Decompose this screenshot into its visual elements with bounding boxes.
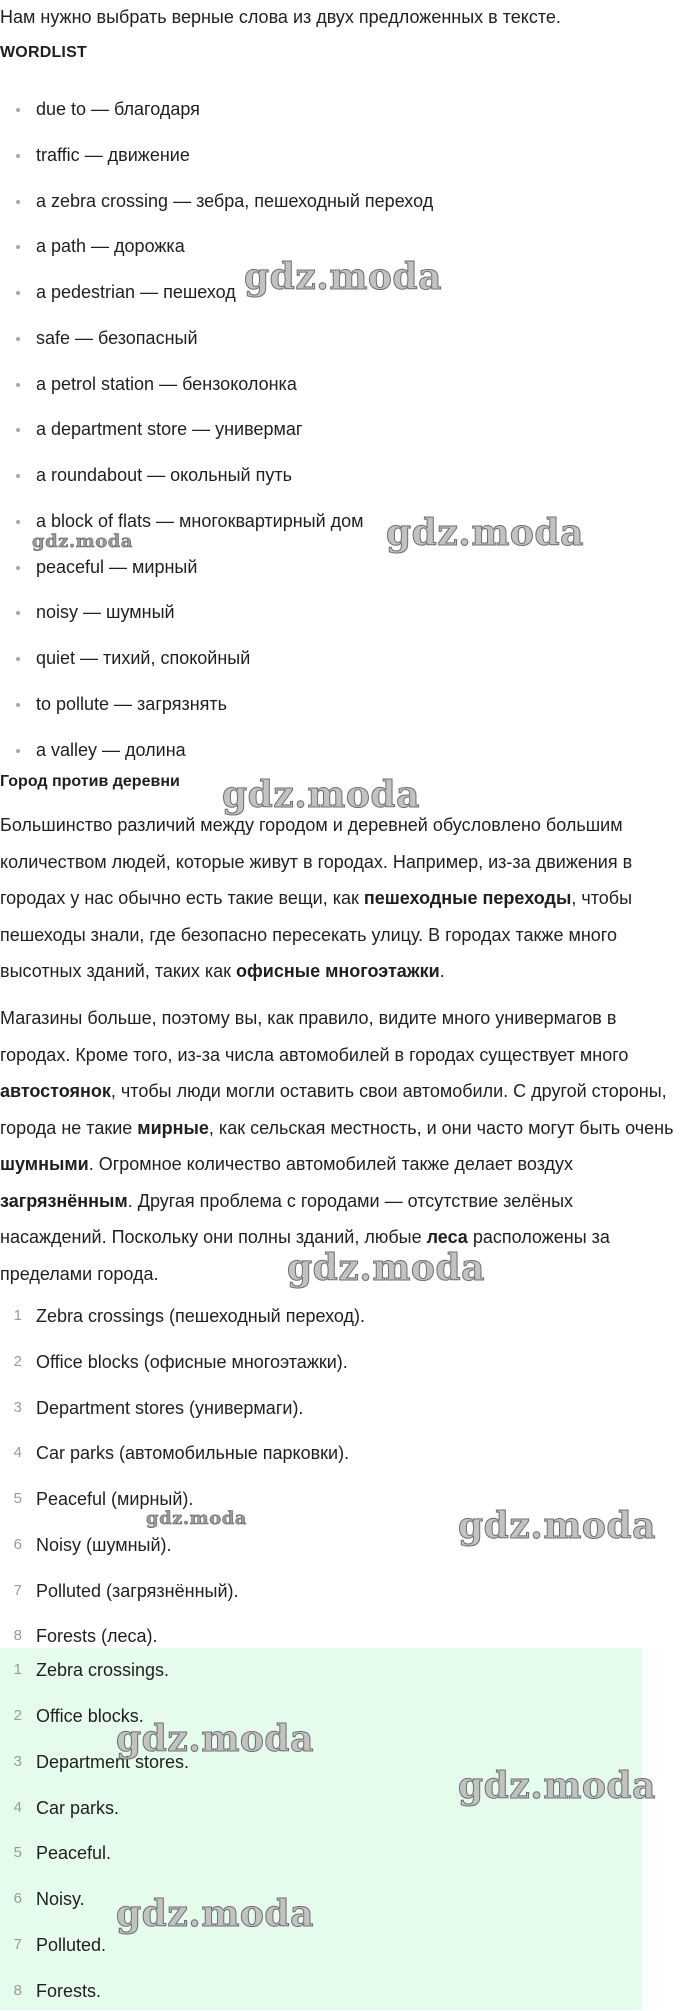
bullet-icon <box>16 520 20 524</box>
answer-number: 3 <box>13 1753 22 1770</box>
wordlist-heading: WORDLIST <box>0 44 87 61</box>
answer-number: 3 <box>13 1399 22 1416</box>
intro-text: Нам нужно выбрать верные слова из двух предложенных в тексте. <box>0 7 561 27</box>
answer-number: 1 <box>13 1661 22 1678</box>
bullet-icon <box>16 703 20 707</box>
watermark: gdz.moda <box>222 774 420 816</box>
bullet-icon <box>16 428 20 432</box>
answer-number: 5 <box>13 1844 22 1861</box>
answer-number: 1 <box>13 1307 22 1324</box>
watermark: gdz.moda <box>244 256 442 298</box>
watermark: gdz.moda <box>116 1893 314 1935</box>
bullet-icon <box>16 200 20 204</box>
bullet-icon <box>16 749 20 753</box>
paragraph-1: Большинство различий между городом и деревней обусловлено большим количеством людей, которые живут в городах. Например, из-за движения в городах у нас обычно есть такие вещи, как пешеходные переходы, чтобы пешеходы знали, где безопасно пересекать улицу. В городах также много высотных зданий, таких как офисные многоэтажки. <box>0 815 633 981</box>
bold-term: офисные многоэтажки <box>236 961 440 981</box>
page: Нам нужно выбрать верные слова из двух предложенных в тексте. WORDLIST due to — благодаря traffic — движение a zebra crossing — зебра, пешеходный переход a path — дорожка a pedestrian — пешеход safe — безопасный a petrol station — бензоколонка a department store — универмаг a roundabout — окольный путь a block of flats — многоквартирный дом peaceful — мирный noisy — шумный quiet — тихий, спокойный to pollute — загрязнять a valley — долина Город против деревни Большинство различий между городом и деревней обусловлено большим количеством людей, которые живут в городах. Например, из-за движения в городах у нас обычно есть такие вещи, как пешеходные переходы, чтобы пешеходы знали, где безопасно пересекать улицу. В городах также много высотных зданий, таких как офисные многоэтажки. Магазины больше, поэтому вы, как правило, видите много универмагов в городах. Кроме того, из-за числа автомобилей в городах существует много автостоянок, чтобы люди могли оставить свои автомобили. С другой стороны, города не такие мирные, как сельская местность, и они часто могут быть очень шумными. Огромное количество автомобилей также делает воздух загрязнённым. Другая проблема с городами — отсутствие зелёных насаждений. Поскольку они полны зданий, любые леса расположены за пределами города. 1 Zebra crossings (пешеходный переход). 2 Office blocks (офисные многоэтажки). 3 Department stores (универмаги). 4 Car parks (автомобильные парковки). 5 Peaceful (мирный). 6 Noisy (шумный). 7 Polluted (загрязнённый). 8 Forests (леса). 1 Zebra crossings. 2 Office blocks. 3 Department stores. 4 Car parks. 5 Peaceful. 6 Noisy. 7 Polluted. 8 Forests. gdz.moda gdz.moda gdz.moda gdz.moda gdz.moda gdz.moda gdz.moda gdz.moda gdz.moda gdz.moda <box>0 0 680 2011</box>
bullet-icon <box>16 154 20 158</box>
bold-term: автостоянок <box>0 1081 111 1101</box>
watermark: gdz.moda <box>146 1508 247 1529</box>
bullet-icon <box>16 291 20 295</box>
bold-term: леса <box>426 1227 468 1247</box>
answer-number: 4 <box>13 1444 22 1461</box>
answer-number: 2 <box>13 1353 22 1370</box>
bullet-icon <box>16 611 20 615</box>
answer-number: 6 <box>13 1536 22 1553</box>
watermark: gdz.moda <box>458 1505 656 1547</box>
bold-term: мирные <box>137 1117 209 1138</box>
section-title: Город против деревни <box>0 773 180 790</box>
bold-term: шумными <box>0 1154 89 1174</box>
bullet-icon <box>16 566 20 570</box>
watermark: gdz.moda <box>386 512 584 554</box>
paragraph-2: Магазины больше, поэтому вы, как правило, видите много универмагов в городах. Кроме того, из-за числа автомобилей в городах существует много автостоянок, чтобы люди могли оставить свои автомобили. С другой стороны, города не такие мирные, как сельская местность, и они часто могут быть очень шумными. Огромное количество автомобилей также делает воздух загрязнённым. Другая проблема с городами — отсутствие зелёных насаждений. Поскольку они полны зданий, любые леса расположены за пределами города. <box>0 1008 674 1284</box>
answer-number: 7 <box>13 1582 22 1599</box>
answer-number: 7 <box>13 1936 22 1953</box>
answer-number: 5 <box>13 1490 22 1507</box>
watermark: gdz.moda <box>458 1765 656 1807</box>
bullet-icon <box>16 337 20 341</box>
answer-number: 6 <box>13 1890 22 1907</box>
answer-number: 8 <box>13 1627 22 1644</box>
bullet-icon <box>16 383 20 387</box>
answer-number: 2 <box>13 1707 22 1724</box>
answer-number: 4 <box>13 1799 22 1816</box>
bullet-icon <box>16 474 20 478</box>
bold-term: пешеходные переходы <box>363 888 572 908</box>
answer-number: 8 <box>13 1982 22 1999</box>
watermark: gdz.moda <box>116 1718 314 1760</box>
bullet-icon <box>16 245 20 249</box>
bullet-icon <box>16 108 20 112</box>
bullet-icon <box>16 657 20 661</box>
bold-term: загрязнённым <box>0 1190 128 1211</box>
watermark: gdz.moda <box>32 531 133 552</box>
watermark: gdz.moda <box>287 1247 485 1289</box>
